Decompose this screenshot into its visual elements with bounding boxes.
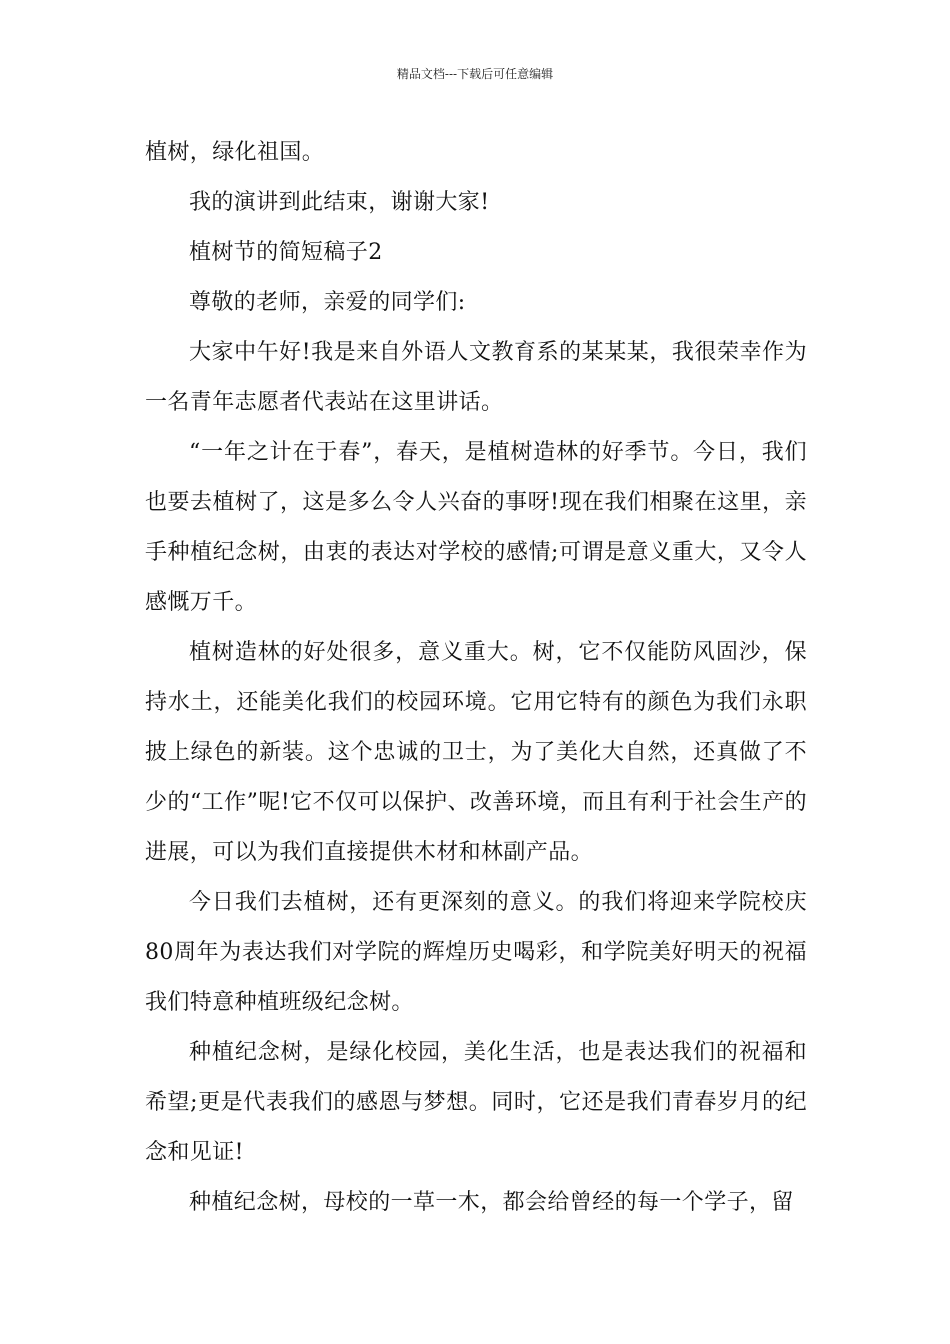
paragraph: 我的演讲到此结束，谢谢大家! xyxy=(189,190,490,215)
salutation: 尊敬的老师，亲爱的同学们: xyxy=(189,290,466,315)
paragraph: 种植纪念树，母校的一草一木，都会给曾经的每一个学子，留 xyxy=(189,1190,794,1215)
paragraph: 今日我们去植树，还有更深刻的意义。的我们将迎来学院校庆80周年为表达我们对学院的辉煌历史喝彩，和学院美好明天的祝福我们特意种植班级纪念树。 xyxy=(145,890,807,1015)
page-header: 精品文档---下载后可任意编辑 xyxy=(396,67,554,81)
section-title: 植树节的简短稿子2 xyxy=(189,240,383,265)
paragraph: “一年之计在于春”，春天，是植树造林的好季节。今日，我们也要去植树了，这是多么令人兴奋的事呀!现在我们相聚在这里，亲手种植纪念树，由衷的表达对学校的感情;可谓是意义重大，又令人感慨万千。 xyxy=(145,440,807,615)
paragraph: 植树，绿化祖国。 xyxy=(145,140,325,165)
paragraph: 种植纪念树，是绿化校园，美化生活，也是表达我们的祝福和希望;更是代表我们的感恩与梦想。同时，它还是我们青春岁月的纪念和见证! xyxy=(145,1040,807,1165)
document-body xyxy=(145,128,807,1228)
paragraph: 植树造林的好处很多，意义重大。树，它不仅能防风固沙，保持水土，还能美化我们的校园环境。它用它特有的颜色为我们永职披上绿色的新装。这个忠诚的卫士，为了美化大自然，还真做了不少的“工作”呢!它不仅可以保护、改善环境，而且有利于社会生产的进展，可以为我们直接提供木材和林副产品。 xyxy=(145,640,807,865)
paragraph: 大家中午好!我是来自外语人文教育系的某某某，我很荣幸作为一名青年志愿者代表站在这里讲话。 xyxy=(145,340,807,415)
